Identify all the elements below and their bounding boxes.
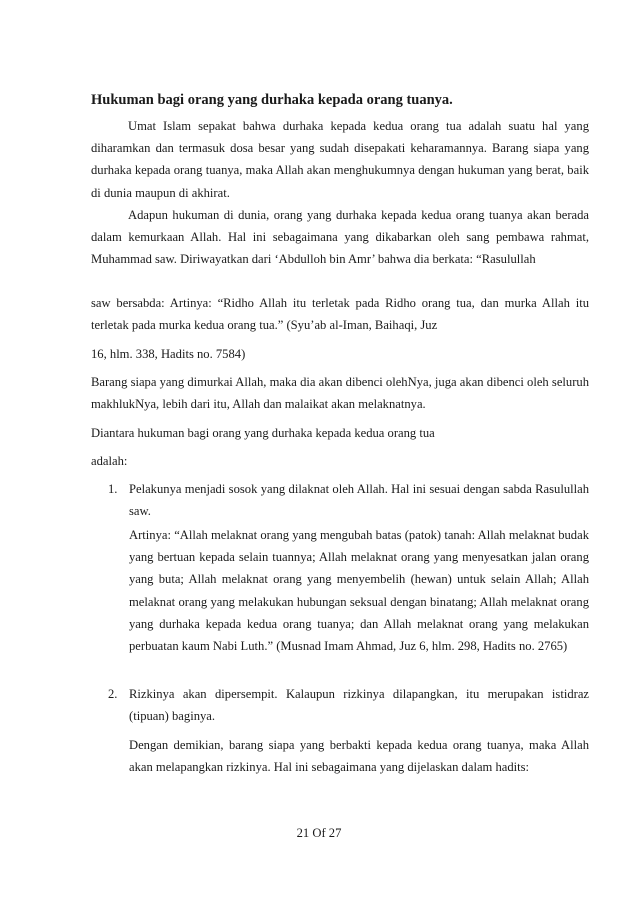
list-item-2-followup: Dengan demikian, barang siapa yang berbakti kepada kedua orang tuanya, maka Allah akan melapangkan rizkinya. Hal ini sebagaimana yang dijelaskan dalam hadits: bbox=[129, 738, 589, 775]
paragraph-5: Barang siapa yang dimurkai Allah, maka dia akan dibenci olehNya, juga akan dibenci oleh seluruh makhlukNya, lebih dari itu, Allah dan malaikat akan melaknatnya. bbox=[91, 375, 589, 412]
paragraph-2: Adapun hukuman di dunia, orang yang durhaka kepada kedua orang tuanya akan berada dalam kemurkaan Allah. Hal ini sebagaimana yang dikabarkan oleh sang pembawa rahmat, Muhammad saw. Diriwayatkan dari ‘Abdulloh bin Amr’ bahwa dia berkata: “Rasulullah bbox=[91, 208, 589, 267]
paragraph-1: Umat Islam sepakat bahwa durhaka kepada kedua orang tua adalah suatu hal yang diharamkan dan termasuk dosa besar yang sudah disepakati keharamannya. Barang siapa yang durhaka kepada orang tuanya, maka Allah akan menghukumnya dengan hukuman yang berat, baik di dunia maupun di akhirat. bbox=[91, 119, 589, 200]
list-item-1-quote: Artinya: “Allah melaknat orang yang mengubah batas (patok) tanah: Allah melaknat budak yang bertuan kepada selain tuannya; Allah melaknat orang yang menyesatkan jalan orang yang buta; Allah melaknat orang yang menyembelih (hewan) untuk selain Allah; Allah melaknat orang yang melakukan hubungan seksual dengan binatang; Allah melaknat orang yang durhaka kepada kedua orang tuanya; dan Allah melaknat orang yang melakukan perbuatan kaum Nabi Luth.” (Musnad Imam Ahmad, Juz 6, hlm. 298, Hadits no. 2765) bbox=[129, 528, 589, 654]
paragraph-6: Diantara hukuman bagi orang yang durhaka kepada kedua orang tua bbox=[91, 426, 435, 440]
list-number: 1. bbox=[108, 482, 118, 496]
paragraph-3: saw bersabda: Artinya: “Ridho Allah itu terletak pada Ridho orang tua, dan murka Allah itu terletak pada murka kedua orang tua.” (Syu’ab al-Iman, Baihaqi, Juz bbox=[91, 296, 589, 333]
paragraph-7: adalah: bbox=[91, 454, 128, 468]
section-heading: Hukuman bagi orang yang durhaka kepada orang tuanya. bbox=[91, 92, 453, 108]
list-item-text: Pelakunya menjadi sosok yang dilaknat oleh Allah. Hal ini sesuai dengan sabda Rasulullah saw. bbox=[129, 482, 589, 519]
paragraph-4: 16, hlm. 338, Hadits no. 7584) bbox=[91, 347, 246, 361]
page-number: 21 Of 27 bbox=[296, 826, 342, 840]
list-number: 2. bbox=[108, 687, 118, 701]
list-item-text: Rizkinya akan dipersempit. Kalaupun rizkinya dilapangkan, itu merupakan istidraz (tipuan) baginya. bbox=[129, 687, 589, 724]
